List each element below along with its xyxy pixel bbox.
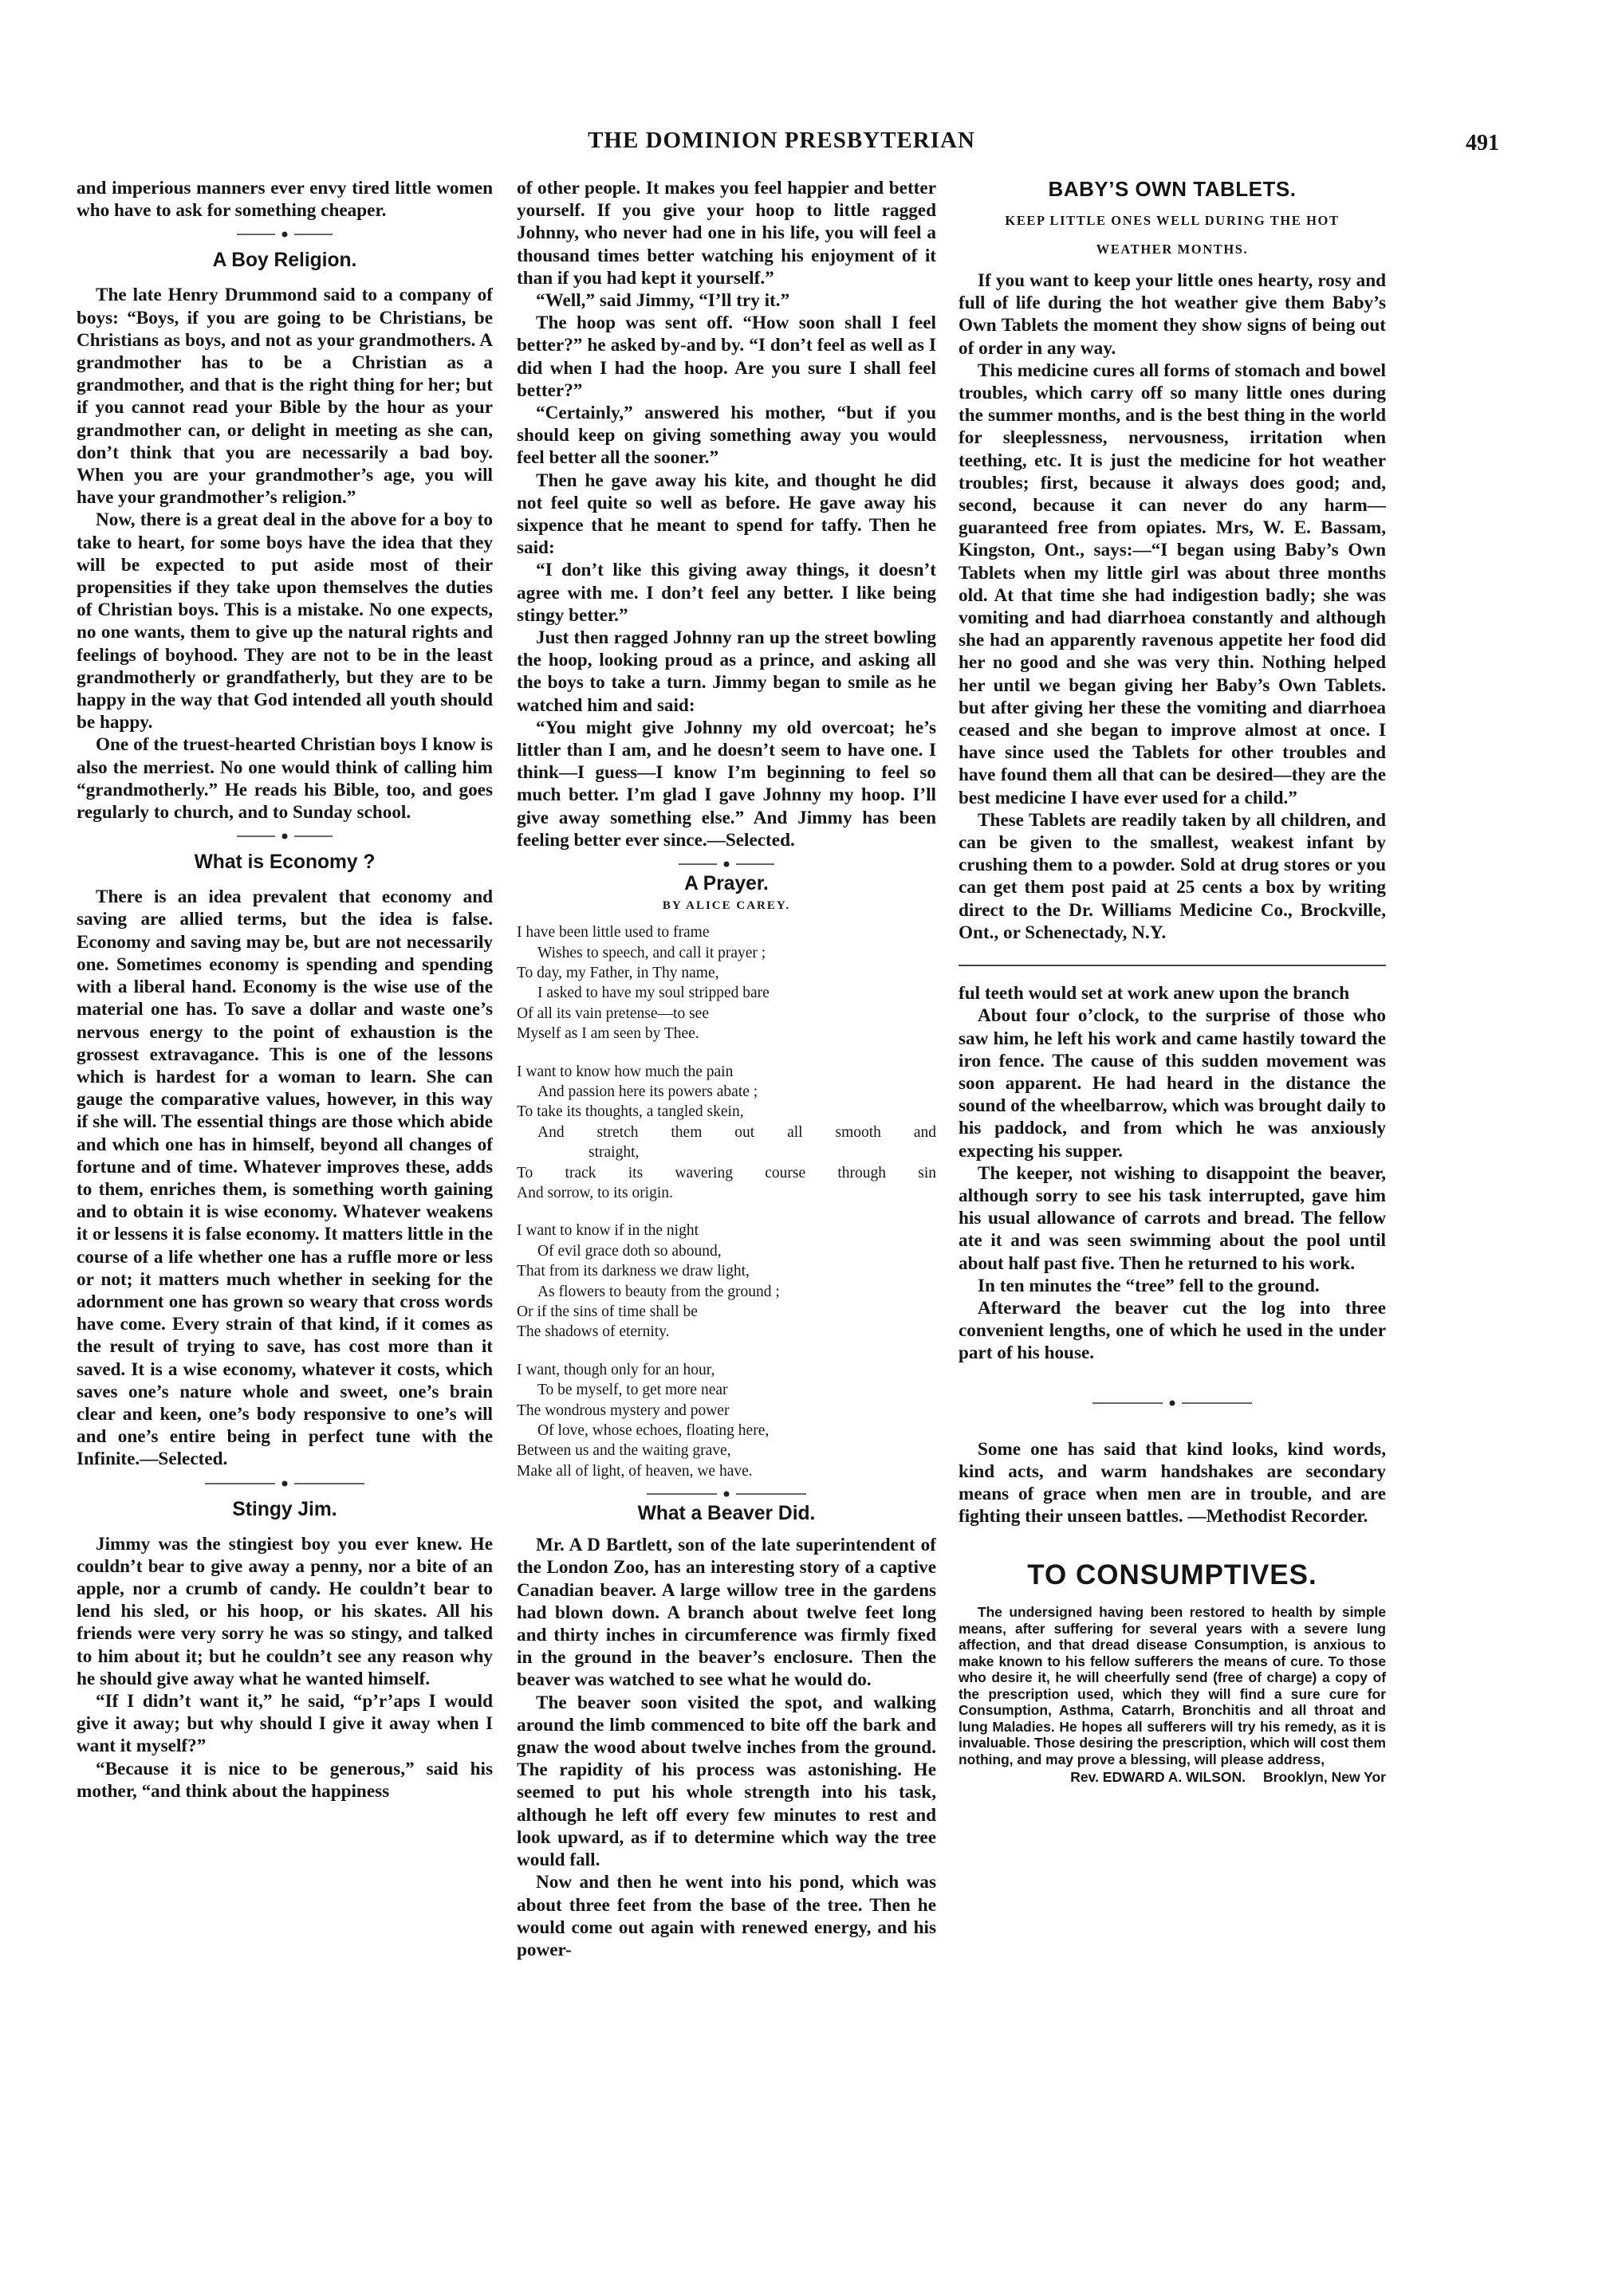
poem-line: I want, though only for an hour, bbox=[517, 1361, 715, 1378]
ornamental-rule bbox=[237, 231, 333, 238]
paragraph: “Certainly,” answered his mother, “but if you should keep on giving something away you would feel better all the sooner.” bbox=[517, 403, 936, 469]
paragraph: There is an idea prevalent that economy and saving are allied terms, but the idea is false. Economy and saving may be, but are not necessarily one. Sometimes economy is spending and spending with a liberal hand. Economy is the wise use of the material one has. To save a dollar and waste one’s nervous energy to the point of exhaustion is the grossest extravagance. This is one of the lessons which is hardest for a woman to learn. She can gauge the comparative values, however, in this way if she will. The essential things are those which abide and which one has in himself, beyond all changes of fortune and of time. Whatever improves these, adds to them, enriches them, is something worth gaining and to obtain it is wise economy. Whatever weakens it or lessens it is false economy. It matters little in the course of a life whether one has a ruffle more or less or not; it matters much whether in seeking for the adornment one has grown so weary that cross words have come. Every strain of that kind, if it comes as the result of trying to save, has cost more than it saved. It is a wise economy, whatever it costs, which saves one’s nature whole and sweet, one’s brain clear and keen, one’s body responsive to one’s will and one’s entire being in perfect tune with the Infinite.—Selected. bbox=[77, 887, 493, 1470]
advertisement-title: BABY’S OWN TABLETS. bbox=[1048, 177, 1297, 201]
poem-line: Between us and the waiting grave, bbox=[517, 1442, 731, 1460]
paragraph: “If I didn’t want it,” he said, “p’r’aps I would give it away; but why should I give it away when I want it myself?” bbox=[77, 1690, 493, 1757]
poem-line: To track its wavering course through sin bbox=[517, 1164, 936, 1181]
poem-line: I want to know how much the pain bbox=[517, 1063, 734, 1080]
poem-line: I have been little used to frame bbox=[517, 924, 710, 942]
poem-line: Make all of light, of heaven, we have. bbox=[517, 1462, 753, 1480]
poem-line: The wondrous mystery and power bbox=[517, 1402, 730, 1419]
paragraph: In ten minutes the “tree” fell to the ground. bbox=[978, 1275, 1320, 1296]
column-3 bbox=[959, 177, 1386, 2186]
paragraph: One of the truest-hearted Christian boys I know is also the merriest. No one would think of calling him “grandmotherly.” He reads his Bible, too, and goes regularly to church, and to Sunday school. bbox=[77, 734, 493, 824]
poem-line: And sorrow, to its origin. bbox=[517, 1184, 673, 1201]
poem-line: And passion here its powers abate ; bbox=[537, 1083, 758, 1100]
poem-line: Of love, whose echoes, floating here, bbox=[537, 1422, 770, 1440]
article-title: What a Beaver Did. bbox=[637, 1503, 816, 1525]
signature-place: Brooklyn, New Yor bbox=[1263, 1769, 1386, 1786]
poem-line: Of evil grace doth so abound, bbox=[537, 1242, 722, 1260]
poem-line: To take its thoughts, a tangled skein, bbox=[517, 1103, 744, 1121]
poem-stanza bbox=[517, 922, 936, 1044]
running-title: THE DOMINION PRESBYTERIAN bbox=[588, 128, 975, 153]
paragraph: Just then ragged Johnny ran up the street bowling the hoop, looking proud as a prince, and asking all the boys to take a turn. Jimmy began to smile as he watched him and said: bbox=[517, 627, 936, 716]
article-title: Stingy Jim. bbox=[232, 1498, 337, 1520]
page-number: 491 bbox=[1466, 131, 1499, 155]
ornamental-rule bbox=[205, 1480, 364, 1487]
advertisement-title: TO CONSUMPTIVES. bbox=[1027, 1559, 1317, 1591]
paragraph: Afterward the beaver cut the log into three convenient lengths, one of which he used in the under part of his house. bbox=[959, 1297, 1386, 1364]
column-rule bbox=[959, 965, 1386, 966]
column-1 bbox=[77, 177, 493, 2159]
poem-stanza bbox=[517, 1360, 936, 1481]
advertisement-signature bbox=[959, 1769, 1386, 1786]
paragraph: and imperious manners ever envy tired little women who have to ask for something cheaper. bbox=[77, 178, 493, 222]
paragraph: About four o’clock, to the surprise of those who saw him, he left his work and came hastily toward the iron fence. The cause of this sudden movement was soon apparent. He had heard in the distance the sound of the wheelbarrow, which was brought daily to his paddock, and from which he was anxiously expecting his supper. bbox=[959, 1005, 1386, 1162]
poem-byline: BY ALICE CAREY. bbox=[662, 899, 791, 913]
advertisement-subtitle: KEEP LITTLE ONES WELL DURING THE HOT bbox=[1005, 213, 1340, 228]
poem-line: Of all its vain pretense—to see bbox=[517, 1005, 709, 1022]
paragraph: “You might give Johnny my old overcoat; he’s littler than I am, and he doesn’t seem to have one. I think—I guess—I know I’m beginning to feel so much better. I’m glad I gave Johnny my hoop. I’ll give away something else.” And Jimmy has been feeling better ever since.—Selected. bbox=[517, 717, 936, 851]
poem bbox=[517, 922, 936, 1481]
poem-line: That from its darkness we draw light, bbox=[517, 1263, 750, 1280]
paragraph: The beaver soon visited the spot, and walking around the limb commenced to bite off the bark and gnaw the wood about twelve inches from the ground. The rapidity of his process was astonishing. He seemed to put his whole strength into his task, although he left off every few minutes to rest and look upward, as if to determine which way the tree would fall. bbox=[517, 1692, 936, 1871]
paragraph: If you want to keep your little ones hearty, rosy and full of life during the hot weather give them Baby’s Own Tablets the moment they show signs of being out of order in any way. bbox=[959, 270, 1386, 359]
paragraph: This medicine cures all forms of stomach and bowel troubles, which carry off so many little ones during the summer months, and is the best thing in the world for sleeplessness, nervousness, irritation when teething, etc. It is just the medicine for hot weather troubles; first, because it always does good; and, second, because it can never do any harm—guaranteed free from opiates. Mrs, W. E. Bassam, Kingston, Ont., says:—“I began using Baby’s Own Tablets when my little girl was about three months old. At that time she had indigestion badly; she was vomiting and had diarrhoea constantly and although she had an apparently ravenous appetite her food did her no good and she was very thin. Nothing helped her until we began giving her Baby’s Own Tablets. but after giving her these the vomiting and diarrhoea ceased and she began to improve almost at once. I have since used the Tablets for other troubles and have found them all that can be desired—they are the best medicine I have ever used for a child.” bbox=[959, 360, 1386, 808]
paragraph: The hoop was sent off. “How soon shall I feel better?” he asked by-and by. “I don’t feel as well as I did when I had the hoop. Are you sure I shall feel better?” bbox=[517, 313, 936, 401]
article-title: A Prayer. bbox=[684, 873, 769, 895]
poem-line: To be myself, to get more near bbox=[537, 1382, 728, 1399]
paragraph: Then he gave away his kite, and thought he did not feel quite so well as before. He gave away his sixpence that he meant to spend for taffy. Then he said: bbox=[517, 470, 936, 559]
poem-line: I want to know if in the night bbox=[517, 1222, 699, 1240]
poem-stanza bbox=[517, 1221, 936, 1342]
ornamental-rule bbox=[679, 861, 774, 867]
poem-line: I asked to have my soul stripped bare bbox=[537, 985, 770, 1002]
paragraph: “Because it is nice to be generous,” said his mother, “and think about the happiness bbox=[77, 1758, 493, 1802]
poem-stanza bbox=[517, 1062, 936, 1204]
advertisement-subtitle: WEATHER MONTHS. bbox=[1096, 242, 1249, 257]
poem-line: As flowers to beauty from the ground ; bbox=[537, 1283, 780, 1300]
paragraph: These Tablets are readily taken by all children, and can be given to the smallest, weakest infant by crushing them to a powder. Sold at drug stores or you can get them post paid at 25 cents a box by writing direct to the Dr. Williams Medicine Co., Brockville, Ont., or Schenectady, N.Y. bbox=[959, 809, 1386, 943]
paragraph: “Well,” said Jimmy, “I’ll try it.” bbox=[536, 290, 790, 312]
ornamental-rule bbox=[237, 833, 333, 839]
poem-line: straight, bbox=[589, 1144, 640, 1162]
paragraph: Now and then he went into his pond, which was about three feet from the base of the tree. Then he would come out again with renewed energy, and his power- bbox=[517, 1872, 936, 1960]
poem-line: The shadows of eternity. bbox=[517, 1323, 670, 1341]
paragraph: The late Henry Drummond said to a company of boys: “Boys, if you are going to be Christians, be Christians as boys, and not as your grandmothers. A grandmother has to be a Christian as a grandmother, and that is the right thing for her; but if you cannot read your Bible by the hour as your grandmother can, or delight in meeting as she can, don’t think that you are necessarily a bad boy. When you are your grandmother’s age, you will have your grandmother’s religion.” bbox=[77, 285, 493, 509]
poem-line: Myself as I am seen by Thee. bbox=[517, 1025, 699, 1043]
paragraph: The keeper, not wishing to disappoint the beaver, although sorry to see his task interrupted, gave him his usual allowance of carrots and bread. The fellow ate it and was seen swimming about the pool until about half past five. Then he returned to his work. bbox=[959, 1162, 1386, 1274]
paragraph: Mr. A D Bartlett, son of the late superintendent of the London Zoo, has an interesting story of a captive Canadian beaver. A large willow tree in the gardens had blown down. A branch about twelve feet long and thirty inches in circumference was firmly fixed in the ground in the beaver’s enclosure. Then the beaver was watched to see what he would do. bbox=[517, 1535, 936, 1691]
poem-line: Wishes to speech, and call it prayer ; bbox=[537, 944, 766, 961]
ornamental-rule bbox=[647, 1491, 806, 1497]
advertisement-text: The undersigned having been restored to health by simple means, after suffering for several years with a severe lung affection, and that dread disease Consumption, is anxious to make known to his fellow sufferers the means of cure. To those who desire it, he will cheerfully send (free of charge) a copy of the prescription used, which they will find a sure cure for Consumption, Asthma, Catarrh, Bronchitis and all throat and lung Maladies. He hopes all sufferers will try his remedy, as it is invaluable. Those desiring the prescription, which will cost them nothing, and may prove a blessing, will please address, bbox=[959, 1604, 1386, 1767]
poem-line: Or if the sins of time shall be bbox=[517, 1303, 698, 1320]
paragraph: Jimmy was the stingiest boy you ever knew. He couldn’t bear to give away a penny, nor a bite of an apple, nor a crumb of candy. He couldn’t bear to lend his sled, or his hoop, or his skates. All his friends were very sorry he was so stingy, and talked to him about it; but he couldn’t see any reason why he should give away what he wanted himself. bbox=[77, 1533, 493, 1689]
quote-paragraph: Some one has said that kind looks, kind words, kind acts, and warm handshakes are secondary means of grace when men are in trouble, and are fighting their unseen battles. —Methodist Recorder. bbox=[959, 1438, 1386, 1527]
signature-name: Rev. EDWARD A. WILSON. bbox=[1070, 1769, 1246, 1786]
poem-line: And stretch them out all smooth and bbox=[537, 1123, 936, 1141]
ornamental-rule bbox=[1092, 1400, 1252, 1406]
article-title: What is Economy ? bbox=[194, 851, 376, 874]
article-title: A Boy Religion. bbox=[212, 250, 357, 272]
paragraph: of other people. It makes you feel happier and better yourself. If you give your hoop to little ragged Johnny, who never had one in his life, you will feel a thousand times better watching his enjoyment of it than if you had kept it yourself.” bbox=[517, 178, 936, 289]
column-2 bbox=[517, 177, 936, 2159]
paragraph: Now, there is a great deal in the above for a boy to take to heart, for some boys have the idea that they will be expected to put aside most of their propensities if they take upon themselves the duties of Christian boys. This is a mistake. No one expects, no one wants, them to give up the natural rights and feelings of boyhood. They are not to be in the least grandmotherly or grandfatherly, but they are to be happy in the way that God intended all youth should be happy. bbox=[77, 509, 493, 733]
poem-line: To day, my Father, in Thy name, bbox=[517, 964, 719, 981]
paragraph: ful teeth would set at work anew upon the branch bbox=[959, 983, 1350, 1005]
paragraph: “I don’t like this giving away things, it doesn’t agree with me. I don’t feel any better. I like being stingy better.” bbox=[517, 560, 936, 626]
